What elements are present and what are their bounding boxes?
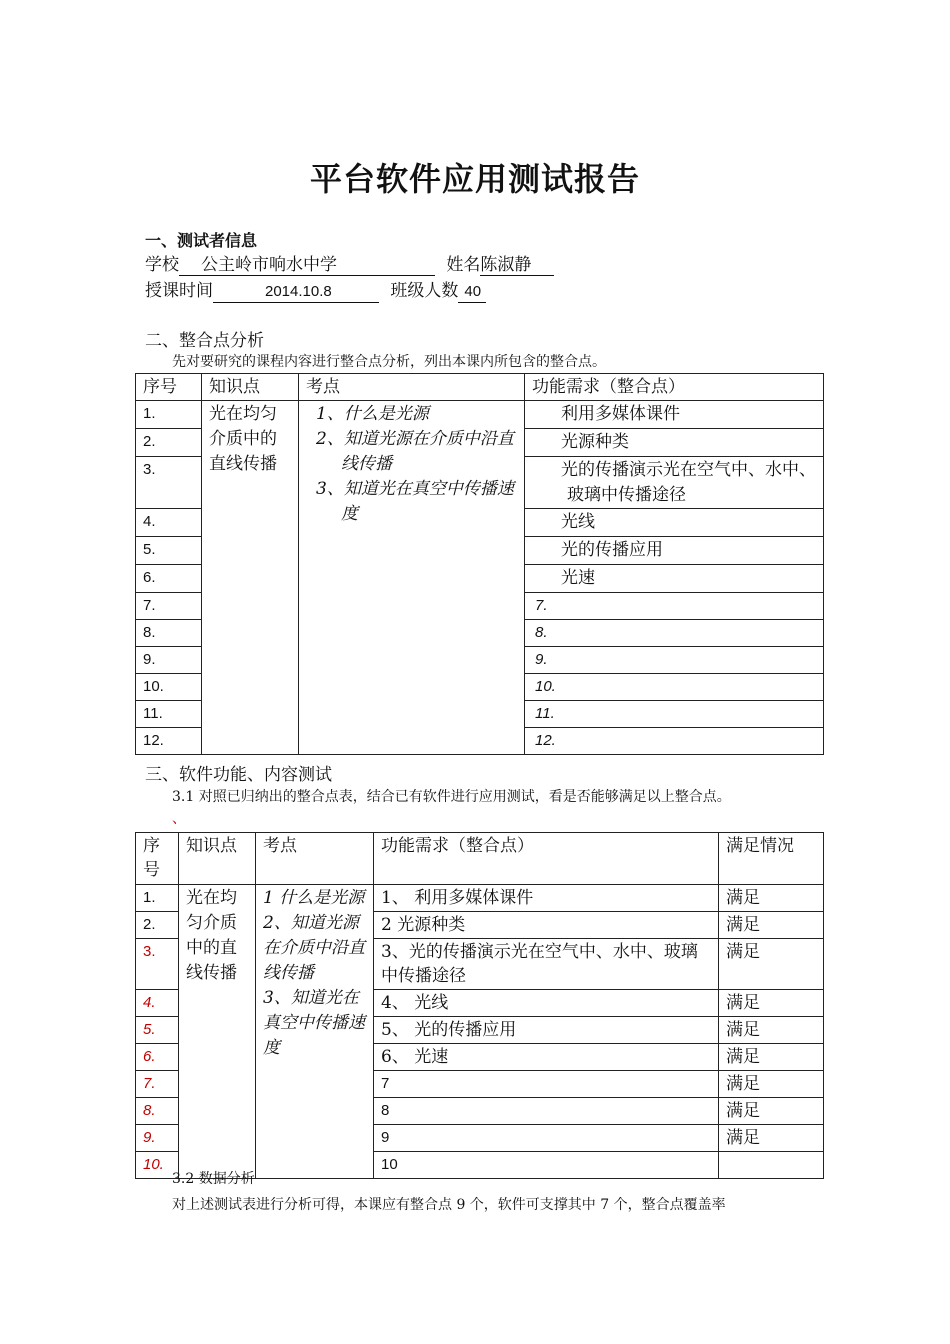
row-number: 9. xyxy=(136,647,202,674)
integration-table xyxy=(135,373,824,755)
exam-point: 1 什么是光源 xyxy=(263,888,365,908)
status-cell: 满足 xyxy=(719,1017,824,1044)
section-3-heading: 三、软件功能、内容测试 xyxy=(145,765,332,785)
header-cell: 满足情况 xyxy=(719,833,824,885)
row-number: 2. xyxy=(136,912,179,939)
row-number: 5. xyxy=(136,537,202,565)
knowledge-cell: 光在均匀介质中的直线传播 xyxy=(202,401,299,755)
row-number: 1. xyxy=(136,401,202,429)
function-cell xyxy=(525,509,824,537)
function-cell xyxy=(525,401,824,429)
function-cell: 3、光的传播演示光在空气中、水中、玻璃中传播途径 xyxy=(374,939,719,990)
function-cell: 10. xyxy=(525,674,824,701)
function-number xyxy=(535,431,561,455)
header-cell: 序号 xyxy=(136,374,202,401)
function-cell: 6、 光速 xyxy=(374,1044,719,1071)
stray-mark: 、 xyxy=(172,811,186,827)
section-3-desc: 3.1 对照已归纳出的整合点表，结合已有软件进行应用测试，看是否能够满足以上整合点。 xyxy=(172,789,731,805)
class-label: 班级人数 xyxy=(390,281,459,301)
row-number: 4. xyxy=(136,990,179,1017)
function-number xyxy=(535,459,561,483)
row-number: 10. xyxy=(136,1152,179,1179)
row-number: 2. xyxy=(136,429,202,457)
knowledge-cell: 光在均匀介质中的直线传播 xyxy=(179,885,256,1179)
function-cell: 8 xyxy=(374,1098,719,1125)
class-value: 40 xyxy=(458,282,486,303)
exam-points-cell xyxy=(256,885,374,1179)
function-text: 光速 xyxy=(561,568,595,588)
school-value: 公主岭市响水中学 xyxy=(179,255,435,276)
function-number xyxy=(535,567,561,591)
name-value: 陈淑静 xyxy=(480,255,554,276)
exam-point: 2、知道光源在介质中沿直线传播 xyxy=(316,429,514,474)
function-cell: 12. xyxy=(525,728,824,755)
header-cell: 功能需求（整合点） xyxy=(374,833,719,885)
school-label: 学校 xyxy=(145,255,179,275)
status-cell xyxy=(719,1152,824,1179)
header-cell: 考点 xyxy=(299,374,525,401)
function-text: 光源种类 xyxy=(561,432,629,452)
analysis-text: 对上述测试表进行分析可得，本课应有整合点 9 个，软件可支撑其中 7 个，整合点覆盖率 xyxy=(172,1197,726,1213)
section-2-desc: 先对要研究的课程内容进行整合点分析，列出本课内所包含的整合点。 xyxy=(172,354,606,370)
exam-point: 3、知道光在真空中传播速度 xyxy=(263,988,365,1058)
section-1-heading: 一、测试者信息 xyxy=(145,231,258,250)
row-number: 1. xyxy=(136,885,179,912)
row-number: 3. xyxy=(136,457,202,509)
exam-point: 2、知道光源在介质中沿直线传播 xyxy=(263,913,365,983)
function-cell xyxy=(525,429,824,457)
function-text: 利用多媒体课件 xyxy=(561,404,680,424)
function-cell: 7 xyxy=(374,1071,719,1098)
table-header-row xyxy=(136,374,824,401)
status-cell: 满足 xyxy=(719,990,824,1017)
header-cell: 知识点 xyxy=(179,833,256,885)
function-cell: 11. xyxy=(525,701,824,728)
row-number: 7. xyxy=(136,1071,179,1098)
status-cell: 满足 xyxy=(719,1044,824,1071)
status-cell: 满足 xyxy=(719,1125,824,1152)
time-line xyxy=(145,276,486,303)
function-cell: 9 xyxy=(374,1125,719,1152)
page-title: 平台软件应用测试报告 xyxy=(309,160,640,198)
table-header-row xyxy=(136,833,824,885)
function-cell: 9. xyxy=(525,647,824,674)
function-cell: 1、 利用多媒体课件 xyxy=(374,885,719,912)
row-number: 4. xyxy=(136,509,202,537)
exam-points-cell xyxy=(299,401,525,755)
function-text: 光的传播应用 xyxy=(561,540,663,560)
header-cell: 考点 xyxy=(256,833,374,885)
time-label: 授课时间 xyxy=(145,281,213,301)
exam-point: 1、什么是光源 xyxy=(316,404,429,424)
row-number: 11. xyxy=(136,701,202,728)
function-cell: 4、 光线 xyxy=(374,990,719,1017)
function-number xyxy=(535,539,561,563)
function-cell: 7. xyxy=(525,593,824,620)
row-number: 6. xyxy=(136,1044,179,1071)
status-cell: 满足 xyxy=(719,912,824,939)
status-cell: 满足 xyxy=(719,1098,824,1125)
function-cell xyxy=(525,537,824,565)
exam-point: 3、知道光在真空中传播速度 xyxy=(316,479,514,524)
school-line xyxy=(145,250,554,276)
function-number xyxy=(535,511,561,535)
row-number: 10. xyxy=(136,674,202,701)
function-cell: 10 xyxy=(374,1152,719,1179)
test-table xyxy=(135,832,824,1179)
row-number: 3. xyxy=(136,939,179,990)
status-cell: 满足 xyxy=(719,1071,824,1098)
row-number: 8. xyxy=(136,620,202,647)
row-number: 12. xyxy=(136,728,202,755)
function-cell: 2 光源种类 xyxy=(374,912,719,939)
status-cell: 满足 xyxy=(719,885,824,912)
table-row xyxy=(136,885,824,912)
table-row xyxy=(136,401,824,429)
row-number: 6. xyxy=(136,565,202,593)
row-number: 9. xyxy=(136,1125,179,1152)
function-text: 光线 xyxy=(561,512,595,532)
header-cell: 功能需求（整合点） xyxy=(525,374,824,401)
function-cell xyxy=(525,457,824,509)
row-number: 8. xyxy=(136,1098,179,1125)
row-number: 7. xyxy=(136,593,202,620)
function-cell: 5、 光的传播应用 xyxy=(374,1017,719,1044)
row-number: 5. xyxy=(136,1017,179,1044)
function-cell xyxy=(525,565,824,593)
function-cell: 8. xyxy=(525,620,824,647)
name-label: 姓名 xyxy=(446,255,481,275)
time-value: 2014.10.8 xyxy=(213,282,379,303)
header-cell: 序号 xyxy=(136,833,179,885)
function-number xyxy=(535,403,561,427)
section-2-heading: 二、整合点分析 xyxy=(145,331,264,351)
header-cell: 知识点 xyxy=(202,374,299,401)
status-cell: 满足 xyxy=(719,939,824,990)
sub-heading-data-analysis: 3.2 数据分析 xyxy=(172,1171,255,1187)
function-text: 光的传播演示光在空气中、水中、玻璃中传播途径 xyxy=(561,460,816,505)
